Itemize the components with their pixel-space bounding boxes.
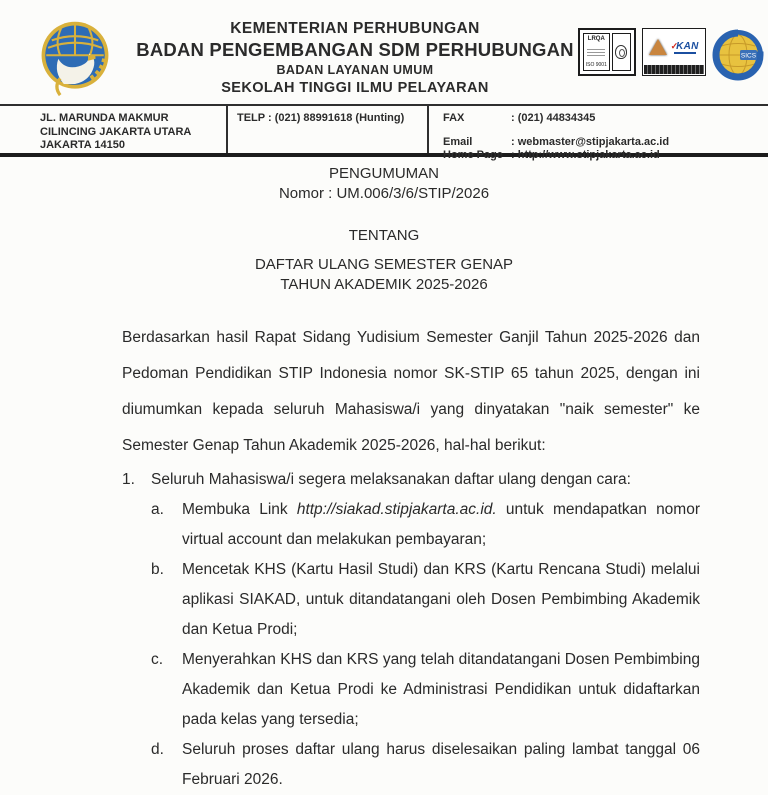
- svg-text:SICS: SICS: [740, 52, 757, 60]
- announcement-heading: PENGUMUMAN: [328, 165, 439, 182]
- kan-check-icon: ✓: [670, 41, 679, 51]
- subitem-letter: b.: [151, 561, 164, 578]
- subject-line-2: TAHUN AKADEMIK 2025-2026: [280, 276, 488, 293]
- triangle-icon: [649, 39, 667, 55]
- homepage-row: [443, 149, 762, 163]
- item-number: 1.: [122, 471, 135, 488]
- address-line-3: JAKARTA 14150: [40, 139, 125, 151]
- lrqa-iso-badge-icon: [578, 28, 636, 76]
- fax-value: : (021) 44834345: [511, 112, 596, 124]
- kan-panel: [643, 29, 705, 65]
- letterhead-text: [55, 20, 655, 96]
- fax-row: [443, 112, 762, 126]
- subitem-letter: d.: [151, 741, 164, 758]
- address-line-2: CILINCING JAKARTA UTARA: [40, 125, 192, 138]
- siakad-url: http://siakad.stipjakarta.ac.id.: [296, 501, 497, 518]
- list-item-1: [122, 465, 700, 495]
- letterhead: [0, 0, 768, 104]
- sics-badge-icon: [712, 28, 764, 80]
- item-text: Seluruh Mahasiswa/i segera melaksanakan daftar ulang dengan cara:: [151, 471, 631, 488]
- numbered-list: [122, 465, 700, 795]
- subitem-a-pre: Membuka Link: [182, 501, 297, 518]
- about-heading: TENTANG: [348, 227, 420, 244]
- school-name: SEKOLAH TINGGI ILMU PELAYARAN: [221, 80, 489, 96]
- kan-accreditation-badge-icon: [642, 28, 706, 76]
- subitem-letter: c.: [151, 651, 164, 668]
- fax-email-block: [429, 106, 768, 161]
- subitem-text: Seluruh proses daftar ulang harus diselesaikan paling lambat tanggal 06 Februari 2026.: [182, 741, 700, 788]
- list-subitem-d: [122, 735, 700, 795]
- kan-fineprint-strip: [644, 65, 704, 74]
- email-value: : webmaster@stipjakarta.ac.id: [511, 135, 670, 148]
- certification-badges: [578, 28, 764, 80]
- subitem-text: [182, 495, 700, 555]
- kan-underline: [674, 52, 696, 54]
- list-subitem-a: [122, 495, 700, 555]
- address-block: [0, 106, 228, 153]
- subitem-letter: a.: [151, 501, 164, 518]
- lrqa-crest-panel: [612, 33, 631, 71]
- address-line-1: JL. MARUNDA MAKMUR: [40, 112, 169, 124]
- contact-bar: [0, 104, 768, 161]
- lrqa-panel: [583, 33, 610, 71]
- telp-line: TELP : (021) 88991618 (Hunting): [237, 112, 405, 124]
- subitem-a-post: untuk mendapatkan nomor virtual account dan melakukan pembayaran;: [182, 501, 700, 548]
- email-label: Email: [443, 135, 473, 148]
- intro-paragraph: Berdasarkan hasil Rapat Sidang Yudisium Semester Ganjil Tahun 2025-2026 dan Pedoman Pendidikan STIP Indonesia nomor SK-STIP 65 tahun 2025, dengan ini diumumkan kepada seluruh Mahasiswa/i yang dinyatakan "naik semester" ke Semester Genap Tahun Akademik 2025-2026, hal-hal berikut:: [122, 329, 700, 454]
- agency-name: BADAN PENGEMBANGAN SDM PERHUBUNGAN: [136, 39, 574, 60]
- subitem-text: Mencetak KHS (Kartu Hasil Studi) dan KRS (Kartu Rencana Studi) melalui aplikasi SIAKAD, untuk ditandatangani oleh Dosen Pembimbing Akademik dan Ketua Prodi;: [182, 561, 700, 638]
- homepage-label: Home Page: [443, 149, 503, 161]
- homepage-value: : http://www.stipjakarta.ac.id: [511, 149, 660, 161]
- phone-block: [228, 106, 429, 153]
- list-subitem-b: [122, 555, 700, 645]
- fax-label: FAX: [443, 112, 465, 124]
- crest-icon: [615, 45, 627, 59]
- document-number: Nomor : UM.006/3/6/STIP/2026: [278, 185, 490, 202]
- lrqa-label: LRQA: [587, 36, 605, 42]
- iso-label: ISO 9001: [585, 62, 607, 68]
- subject-line-1: DAFTAR ULANG SEMESTER GENAP: [254, 256, 514, 273]
- kan-label: KAN: [676, 41, 699, 52]
- lrqa-fineprint: [587, 49, 605, 56]
- ministry-name: KEMENTERIAN PERHUBUNGAN: [230, 20, 480, 37]
- list-subitem-c: [122, 645, 700, 735]
- kan-logo: [671, 40, 699, 54]
- subitem-text: Menyerahkan KHS dan KRS yang telah ditandatangani Dosen Pembimbing Akademik dan Ketua Prodi ke Administrasi Pendidikan untuk didaftarkan pada kelas yang tersedia;: [182, 651, 700, 728]
- email-row: [443, 136, 762, 150]
- document-title-block: [0, 164, 768, 295]
- unit-name: BADAN LAYANAN UMUM: [276, 63, 434, 77]
